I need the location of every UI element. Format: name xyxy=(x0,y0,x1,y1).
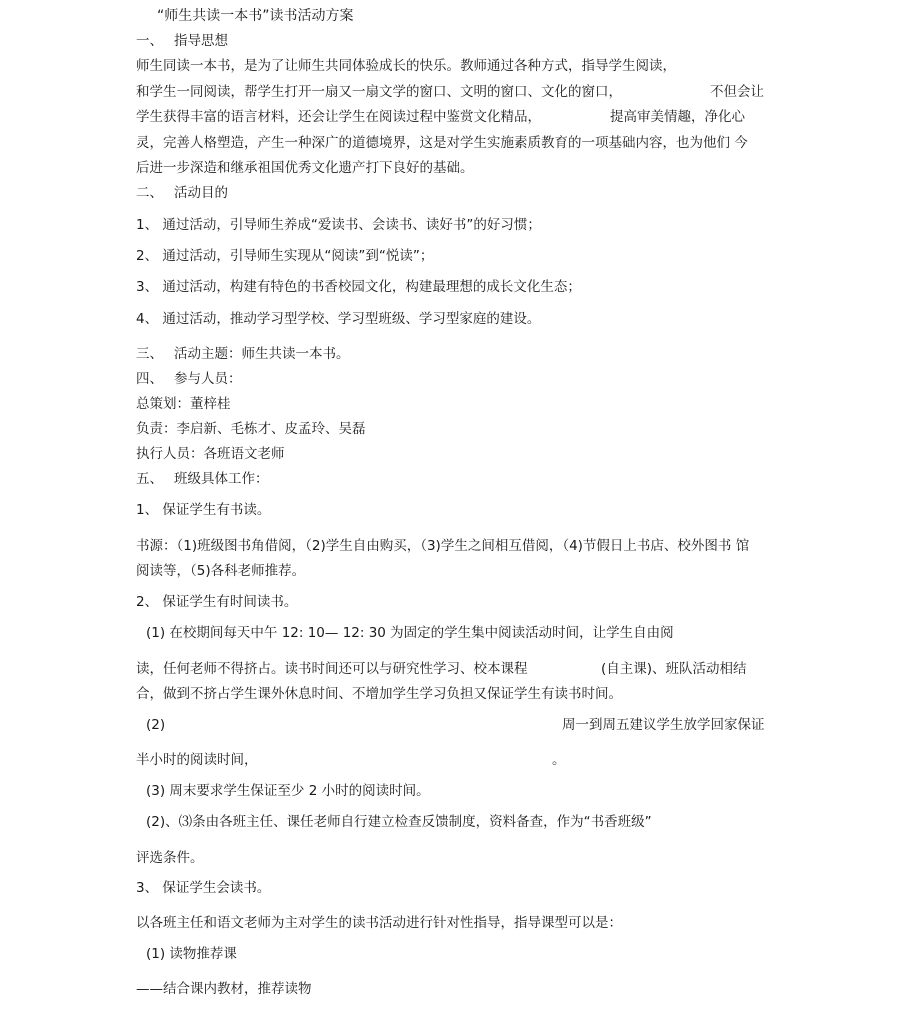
responsible-line: 负责：李启新、毛栋才、皮孟玲、吴磊 xyxy=(136,421,366,437)
paragraph-line: 。 xyxy=(552,752,566,768)
work-item-1: 1、 保证学生有书读。 xyxy=(136,502,271,518)
paragraph-line: 不但会让 xyxy=(710,84,764,100)
section-2-heading: 活动目的 xyxy=(174,185,228,201)
list-item: 1、 通过活动，引导师生养成“爱读书、会读书、读好书”的好习惯； xyxy=(136,217,541,233)
section-4-number: 四、 xyxy=(136,371,163,387)
section-5-number: 五、 xyxy=(136,471,163,487)
paragraph-line: 评选条件。 xyxy=(136,850,204,866)
work-item-3: 3、 保证学生会读书。 xyxy=(136,880,271,896)
paragraph-line: 读，任何老师不得挤占。读书时间还可以与研究性学习、校本课程 xyxy=(136,661,528,677)
sub-item: 周一到周五建议学生放学回家保证 xyxy=(562,717,765,733)
paragraph-line: 以各班主任和语文老师为主对学生的读书活动进行针对性指导，指导课型可以是： xyxy=(136,915,622,931)
paragraph-line: 提高审美情趣，净化心 xyxy=(610,109,745,125)
paragraph-line: 后进一步深造和继承祖国优秀文化遗产打下良好的基础。 xyxy=(136,160,474,176)
sub-item: (2)、⑶条由各班主任、课任老师自行建立检查反馈制度，资料备查，作为“书香班级” xyxy=(146,814,652,830)
paragraph-line: 半小时的阅读时间， xyxy=(136,752,258,768)
sub-item: (3) 周末要求学生保证至少 2 小时的阅读时间。 xyxy=(146,783,430,799)
section-1-number: 一、 xyxy=(136,33,163,49)
planner-line: 总策划：董梓桂 xyxy=(136,396,231,412)
sub-item-number: (2) xyxy=(146,717,166,733)
section-3-number: 三、 xyxy=(136,346,163,362)
document-title: “师生共读一本书”读书活动方案 xyxy=(157,8,354,24)
paragraph-line: 阅读等，（5)各科老师推荐。 xyxy=(136,563,306,579)
list-item: 4、 通过活动，推动学习型学校、学习型班级、学习型家庭的建设。 xyxy=(136,311,541,327)
paragraph-line: 灵，完善人格塑造，产生一种深广的道德境界，这是对学生实施素质教育的一项基础内容，也为他们 今 xyxy=(136,135,748,151)
sub-item: (1) 在校期间每天中午 12: 10— 12: 30 为固定的学生集中阅读活动时间，让学生自由阅 xyxy=(146,625,674,641)
paragraph-line: 合，做到不挤占学生课外休息时间、不增加学生学习负担又保证学生有读书时间。 xyxy=(136,686,622,702)
section-1-heading: 指导思想 xyxy=(174,33,228,49)
section-5-heading: 班级具体工作： xyxy=(174,471,269,487)
list-item: 3、 通过活动，构建有特色的书香校园文化，构建最理想的成长文化生态； xyxy=(136,279,581,295)
paragraph-line: 书源：（1)班级图书角借阅，（2)学生自由购买，（3)学生之间相互借阅，（4)节假日上书店、校外图书 馆 xyxy=(136,538,750,554)
paragraph-line: (自主课)、班队活动相结 xyxy=(601,661,747,677)
paragraph-line: 师生同读一本书，是为了让师生共同体验成长的快乐。教师通过各种方式，指导学生阅读， xyxy=(136,58,676,74)
section-2-number: 二、 xyxy=(136,185,163,201)
section-3-heading: 活动主题：师生共读一本书。 xyxy=(174,346,350,362)
work-item-2: 2、 保证学生有时间读书。 xyxy=(136,594,298,610)
section-4-heading: 参与人员： xyxy=(174,371,242,387)
executors-line: 执行人员：各班语文老师 xyxy=(136,446,285,462)
list-item: 2、 通过活动，引导师生实现从“阅读”到“悦读”； xyxy=(136,248,434,264)
paragraph-line: 学生获得丰富的语言材料，还会让学生在阅读过程中鉴赏文化精品， xyxy=(136,109,541,125)
sub-item: (1) 读物推荐课 xyxy=(146,946,237,962)
paragraph-line: 和学生一同阅读，帮学生打开一扇又一扇文学的窗口、文明的窗口、文化的窗口， xyxy=(136,84,622,100)
paragraph-line: ——结合课内教材，推荐读物 xyxy=(136,981,312,997)
